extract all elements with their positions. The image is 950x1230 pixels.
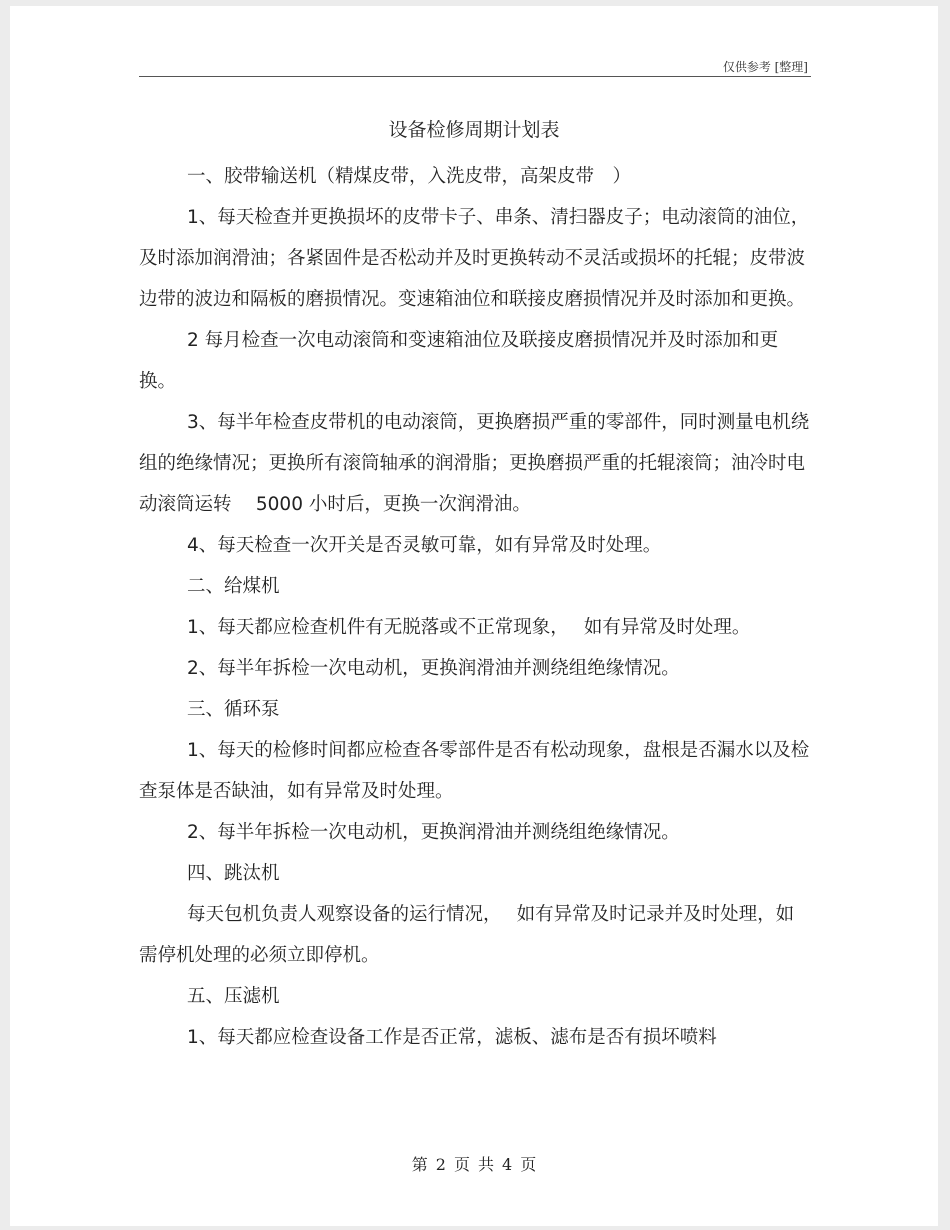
paragraph: 2 每月检查一次电动滚筒和变速箱油位及联接皮磨损情况并及时添加和更换。: [139, 330, 779, 392]
page-footer: [10, 1152, 938, 1175]
paragraph: 4、每天检查一次开关是否灵敏可靠，如有异常及时处理。: [187, 535, 662, 556]
paragraph: 3、每半年检查皮带机的电动滚筒，更换磨损严重的零部件，同时测量电机绕组的绝缘情况；更换所有滚筒轴承的润滑脂；更换磨损严重的托辊滚筒；油冷时电动滚筒运转 5000 小时后，更换一次润滑油。: [139, 412, 810, 515]
section-heading: 五、压滤机: [187, 986, 280, 1007]
paragraph: 每天包机负责人观察设备的运行情况， 如有异常及时记录并及时处理，如需停机处理的必须立即停机。: [139, 904, 795, 966]
total-pages-number: 4: [502, 1155, 513, 1174]
paragraph: 1、每天都应检查设备工作是否正常，滤板、滤布是否有损坏喷料: [187, 1027, 717, 1048]
paragraph: 1、每天的检修时间都应检查各零部件是否有松动现象，盘根是否漏水以及检查泵体是否缺油，如有异常及时处理。: [139, 740, 810, 802]
header-note: 仅供参考 [整理]: [722, 60, 808, 74]
total-prefix: 共: [478, 1155, 495, 1174]
section-heading: 一、胶带输送机（精煤皮带，入洗皮带，高架皮带 ）: [187, 166, 632, 187]
page-label-prefix: 第: [411, 1155, 428, 1174]
page-word: 页: [453, 1155, 470, 1174]
section-heading: 三、循环泵: [187, 699, 280, 720]
document-page: [10, 6, 938, 1226]
total-suffix: 页: [520, 1155, 537, 1174]
document-title: 设备检修周期计划表: [388, 119, 560, 141]
current-page-number: 2: [435, 1155, 446, 1174]
section-heading: 二、给煤机: [187, 576, 280, 597]
document-body: [139, 156, 811, 1058]
paragraph: 2、每半年拆检一次电动机，更换润滑油并测绕组绝缘情况。: [187, 658, 680, 679]
paragraph: 1、每天检查并更换损坏的皮带卡子、串条、清扫器皮子；电动滚筒的油位，及时添加润滑油；各紧固件是否松动并及时更换转动不灵活或损坏的托辊；皮带波边带的波边和隔板的磨损情况。变速箱油位和联接皮磨损情况并及时添加和更换。: [139, 207, 810, 310]
paragraph: 1、每天都应检查机件有无脱落或不正常现象， 如有异常及时处理。: [187, 617, 751, 638]
header-divider: [139, 76, 811, 77]
paragraph: 2、每半年拆检一次电动机，更换润滑油并测绕组绝缘情况。: [187, 822, 680, 843]
section-heading: 四、跳汰机: [187, 863, 280, 884]
